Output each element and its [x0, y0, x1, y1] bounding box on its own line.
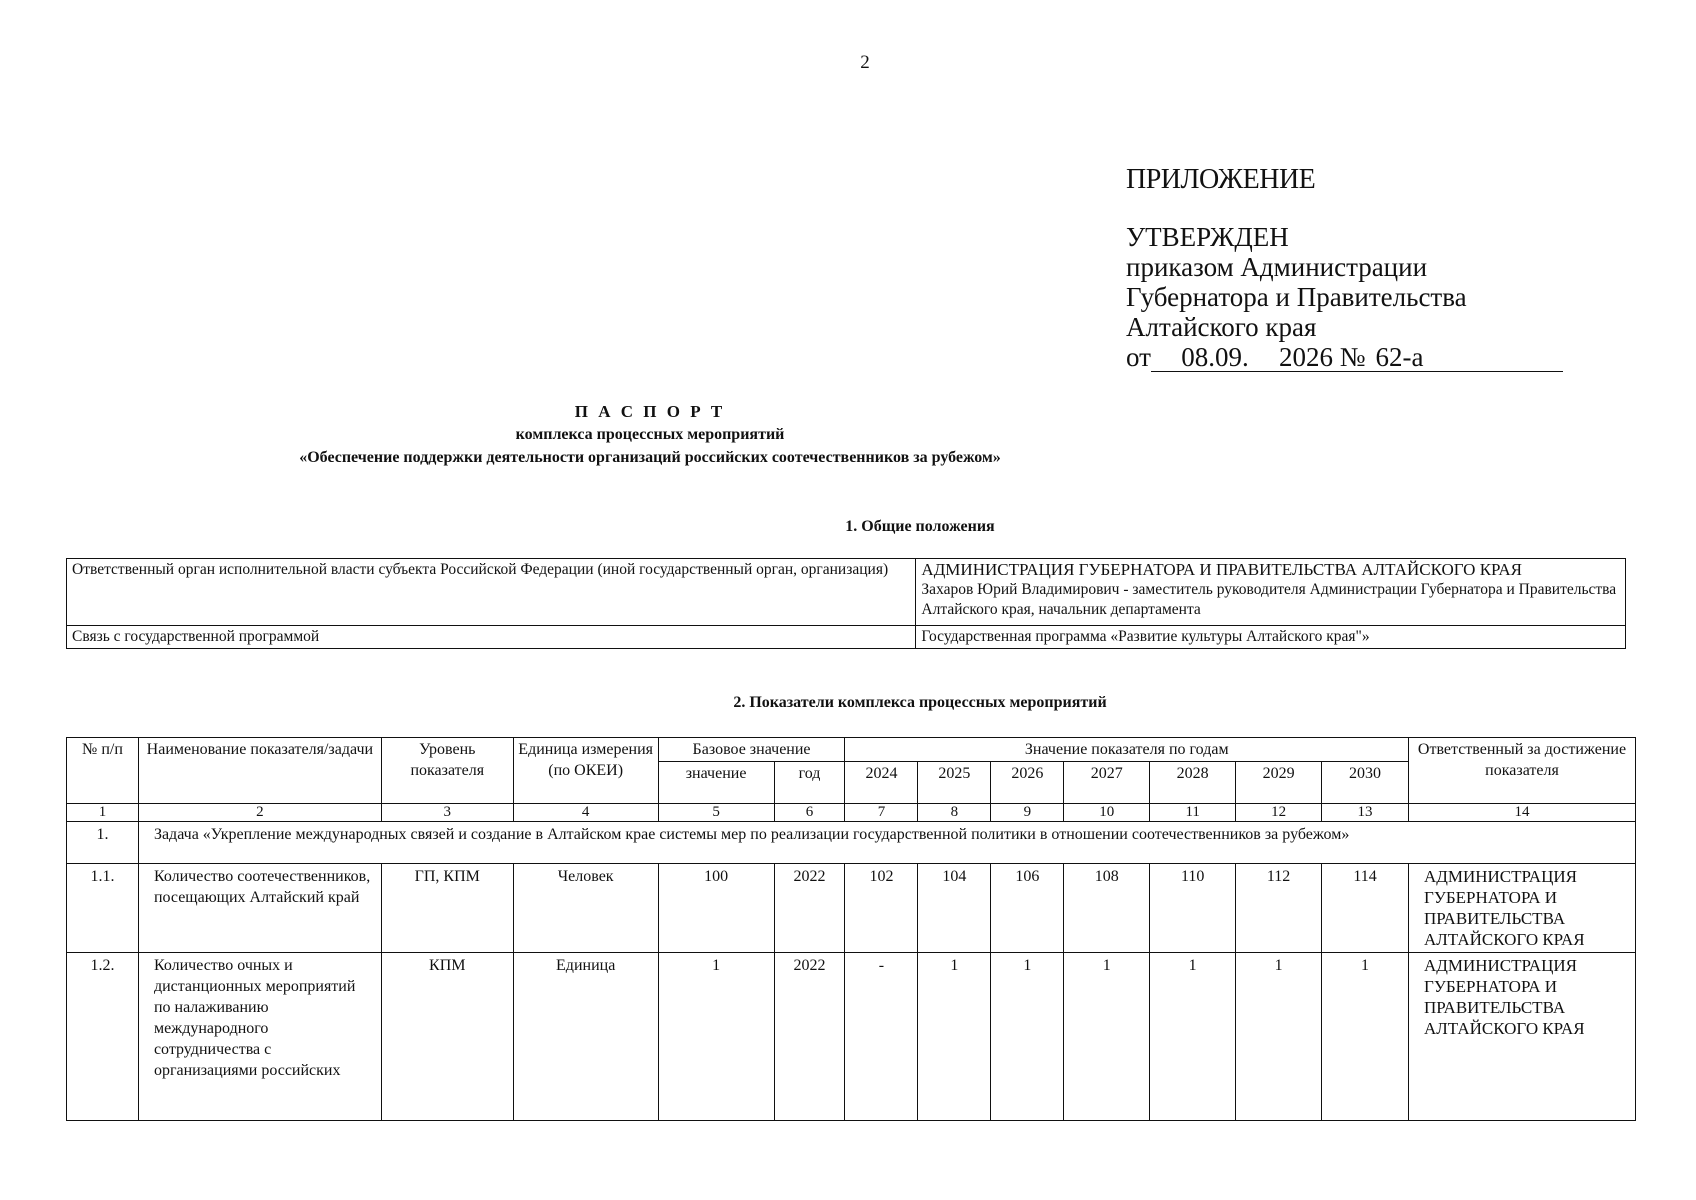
- header-year: 2029: [1236, 762, 1322, 804]
- header-base-year: год: [774, 762, 845, 804]
- indicator-level: КПМ: [381, 953, 513, 1121]
- year-value: 102: [845, 864, 918, 953]
- responsible-body-person: Захаров Юрий Владимирович - заместитель руководителя Администрации Губернатора и Правительства Алтайского края, начальник департамента: [921, 581, 1617, 618]
- task-text: Задача «Укрепление международных связей и создание в Алтайском крае системы мер по реализации государственной политики в отношении соотечественников за рубежом»: [138, 822, 1635, 864]
- column-number: 8: [918, 804, 991, 822]
- responsible: АДМИНИСТРАЦИЯ ГУБЕРНАТОРА И ПРАВИТЕЛЬСТВА АЛТАЙСКОГО КРАЯ: [1408, 953, 1635, 1121]
- header-year: 2027: [1064, 762, 1150, 804]
- base-year: 2022: [774, 953, 845, 1121]
- approval-date: 08.09.: [1151, 343, 1279, 372]
- column-number: 1: [67, 804, 139, 822]
- year-value: 1: [1322, 953, 1409, 1121]
- year-value: 1: [1236, 953, 1322, 1121]
- base-value: 100: [658, 864, 774, 953]
- task-row: [67, 822, 1636, 864]
- table-row: [67, 864, 1636, 953]
- column-number: 6: [774, 804, 845, 822]
- general-provisions-table: [66, 558, 1626, 649]
- year-value: 106: [991, 864, 1064, 953]
- approval-block: [1126, 222, 1563, 372]
- header-year: 2026: [991, 762, 1064, 804]
- header-year: 2024: [845, 762, 918, 804]
- column-number-row: [67, 804, 1636, 822]
- column-number: 14: [1408, 804, 1635, 822]
- year-value: 112: [1236, 864, 1322, 953]
- column-number: 2: [138, 804, 381, 822]
- year-value: 1: [1064, 953, 1150, 1121]
- header-year: 2025: [918, 762, 991, 804]
- approval-line-3: Алтайского края: [1126, 312, 1317, 342]
- column-number: 7: [845, 804, 918, 822]
- approval-title: УТВЕРЖДЕН: [1126, 222, 1289, 252]
- passport-name: «Обеспечение поддержки деятельности организаций российских соотечественников за рубежом»: [299, 449, 1001, 466]
- header-year: 2030: [1322, 762, 1409, 804]
- column-number: 3: [381, 804, 513, 822]
- base-year: 2022: [774, 864, 845, 953]
- indicator-unit: Единица: [513, 953, 658, 1121]
- indicators-table: [66, 737, 1636, 1121]
- section-2-title: 2. Показатели комплекса процессных мероприятий: [733, 694, 1107, 711]
- year-value: 1: [991, 953, 1064, 1121]
- column-number: 12: [1236, 804, 1322, 822]
- approval-year: 2026: [1278, 342, 1333, 372]
- year-value: 104: [918, 864, 991, 953]
- responsible: АДМИНИСТРАЦИЯ ГУБЕРНАТОРА И ПРАВИТЕЛЬСТВА АЛТАЙСКОГО КРАЯ: [1408, 864, 1635, 953]
- header-num: № п/п: [67, 738, 139, 804]
- header-base-value: значение: [658, 762, 774, 804]
- approval-date-line: [1126, 342, 1563, 372]
- year-value: -: [845, 953, 918, 1121]
- passport-header: [0, 400, 1300, 469]
- appendix-title: ПРИЛОЖЕНИЕ: [1126, 164, 1316, 195]
- header-level: Уровень показателя: [381, 738, 513, 804]
- approval-number: 62-а: [1365, 343, 1563, 372]
- responsible-body-label: Ответственный орган исполнительной власти субъекта Российской Федерации (иной государственный орган, организация): [67, 559, 916, 626]
- passport-subtitle: комплекса процессных мероприятий: [515, 426, 785, 443]
- year-value: 1: [1150, 953, 1236, 1121]
- column-number: 9: [991, 804, 1064, 822]
- responsible-body-value: [916, 559, 1626, 626]
- header-unit: Единица измерения (по ОКЕИ): [513, 738, 658, 804]
- column-number: 10: [1064, 804, 1150, 822]
- program-link-value: Государственная программа «Развитие культуры Алтайского края"»: [916, 626, 1626, 649]
- year-value: 108: [1064, 864, 1150, 953]
- task-num: 1.: [67, 822, 139, 864]
- passport-title: П А С П О Р Т: [574, 402, 726, 421]
- table-row: [67, 626, 1626, 649]
- row-num: 1.1.: [67, 864, 139, 953]
- header-responsible: Ответственный за достижение показателя: [1408, 738, 1635, 804]
- year-value: 110: [1150, 864, 1236, 953]
- indicator-level: ГП, КПМ: [381, 864, 513, 953]
- from-label: от: [1126, 342, 1151, 372]
- row-num: 1.2.: [67, 953, 139, 1121]
- number-label: №: [1339, 342, 1366, 372]
- header-name: Наименование показателя/задачи: [138, 738, 381, 804]
- table-row: [67, 953, 1636, 1121]
- year-value: 1: [918, 953, 991, 1121]
- indicator-name: Количество очных и дистанционных мероприятий по налаживанию международного сотрудничества с организациями российских: [138, 953, 381, 1121]
- responsible-body-org: АДМИНИСТРАЦИЯ ГУБЕРНАТОРА И ПРАВИТЕЛЬСТВА АЛТАЙСКОГО КРАЯ: [921, 560, 1522, 579]
- table-row: [67, 559, 1626, 626]
- column-number: 13: [1322, 804, 1409, 822]
- approval-line-1: приказом Администрации: [1126, 252, 1428, 282]
- column-number: 5: [658, 804, 774, 822]
- header-row: [67, 738, 1636, 762]
- approval-line-2: Губернатора и Правительства: [1126, 282, 1467, 312]
- header-base: Базовое значение: [658, 738, 845, 762]
- section-1-title: 1. Общие положения: [845, 518, 995, 535]
- program-link-label: Связь с государственной программой: [67, 626, 916, 649]
- column-number: 11: [1150, 804, 1236, 822]
- header-years-group: Значение показателя по годам: [845, 738, 1409, 762]
- page-number: 2: [860, 52, 870, 73]
- indicator-unit: Человек: [513, 864, 658, 953]
- header-year: 2028: [1150, 762, 1236, 804]
- year-value: 114: [1322, 864, 1409, 953]
- base-value: 1: [658, 953, 774, 1121]
- column-number: 4: [513, 804, 658, 822]
- indicator-name: Количество соотечественников, посещающих Алтайский край: [138, 864, 381, 953]
